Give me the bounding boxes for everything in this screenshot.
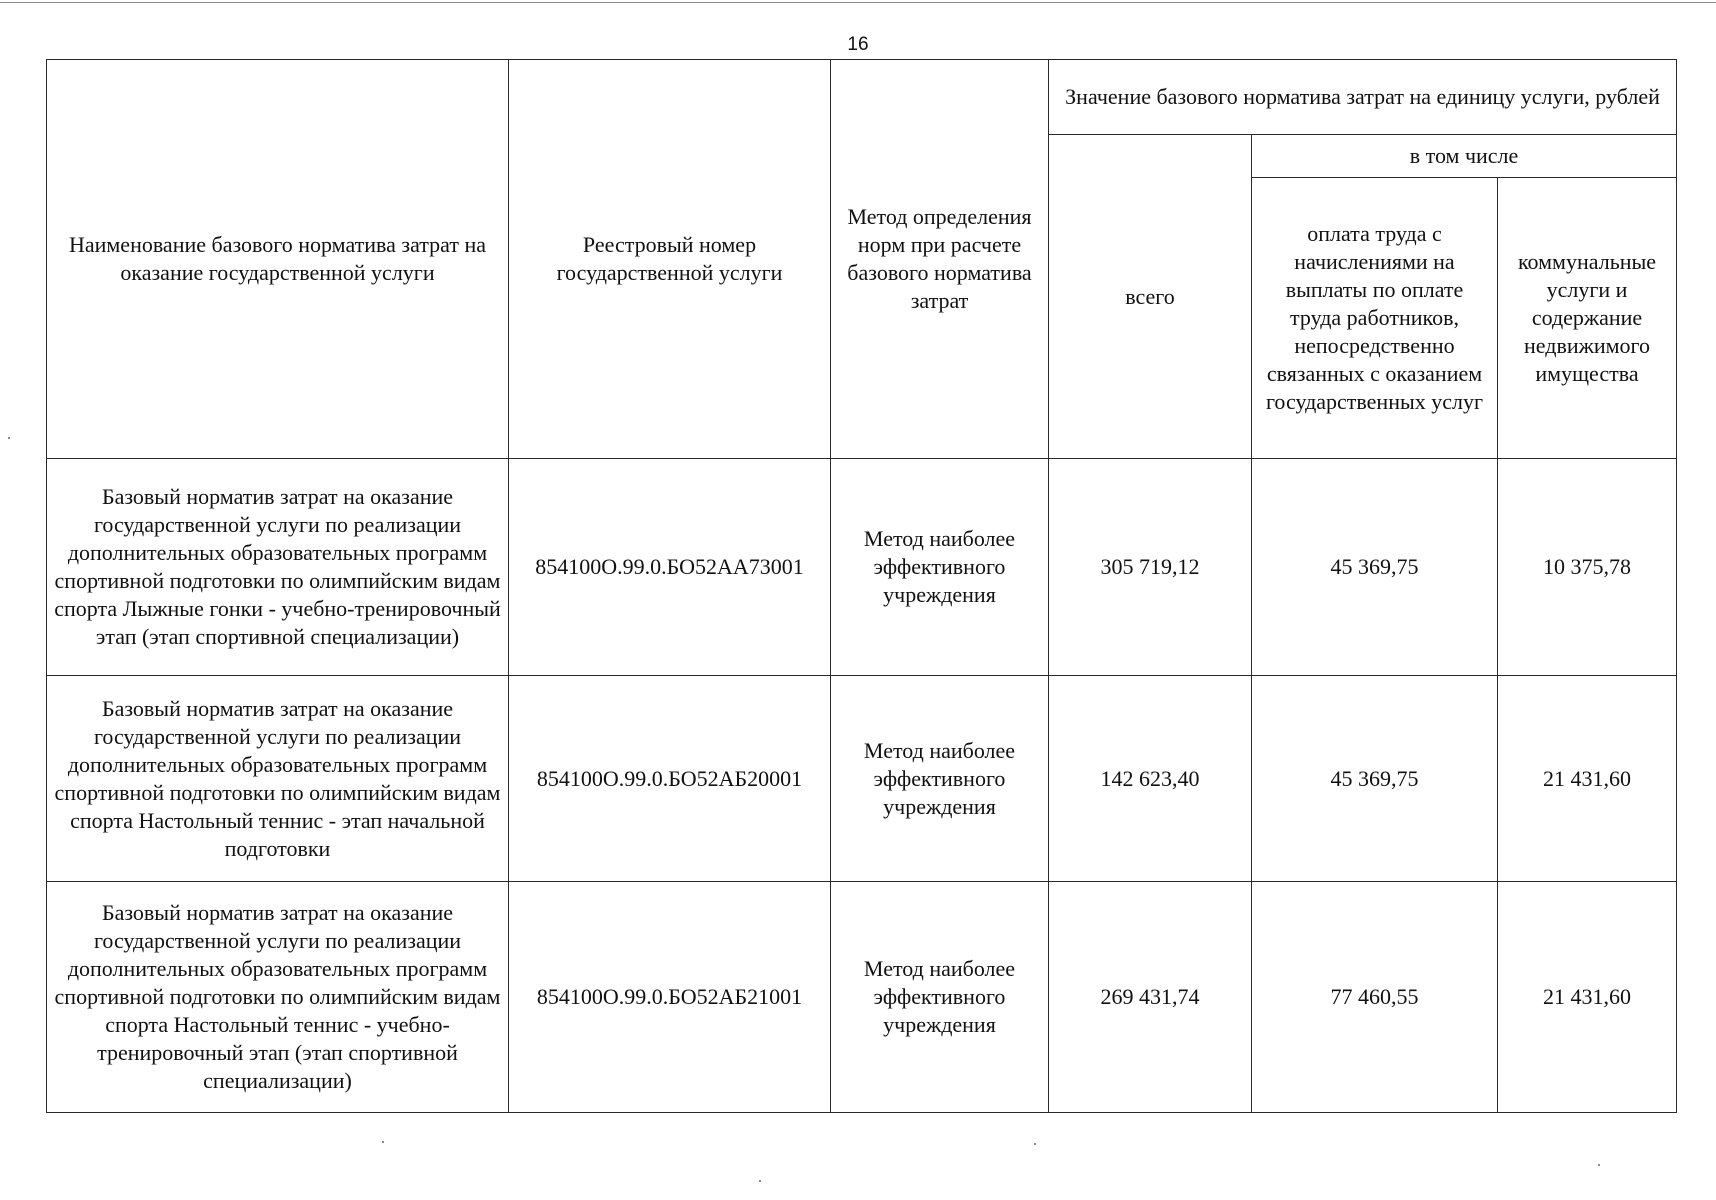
row-utilities-cell: 21 431,60 [1498,882,1677,1113]
scan-speck [8,437,10,439]
row-method-cell: Метод наиболее эффективного учреждения [831,459,1049,676]
row-name-cell: Базовый норматив затрат на оказание государственной услуги по реализации дополнительных образовательных программ спортивной подготовки по олимпийским видам спорта Лыжные гонки - учебно-тренировочный этап (этап спортивной специализации) [47,459,509,676]
header-including-group [1252,135,1677,178]
header-value-group [1049,60,1677,135]
row-registry-cell: 854100О.99.0.БО52АБ21001 [509,882,831,1113]
header-method-col [831,60,1049,459]
page-number: 16 [847,34,869,55]
header-labor-col [1252,178,1498,459]
row-name-cell: Базовый норматив затрат на оказание государственной услуги по реализации дополнительных образовательных программ спортивной подготовки по олимпийским видам спорта Настольный теннис - учебно-тренировочный этап (этап спортивной специализации) [47,882,509,1113]
row-name-cell: Базовый норматив затрат на оказание государственной услуги по реализации дополнительных образовательных программ спортивной подготовки по олимпийским видам спорта Настольный теннис - этап начальной подготовки [47,676,509,882]
table-row [47,882,1677,1113]
header-including-label: в том числе [1409,143,1519,168]
header-registry-col [509,60,831,459]
header-utilities-col [1498,178,1677,459]
row-labor-cell: 45 369,75 [1252,459,1498,676]
scan-speck [759,1180,761,1182]
table-row [47,459,1677,676]
row-total-cell: 269 431,74 [1049,882,1252,1113]
header-utilities-label: коммунальные услуги и содержание недвижимого имущества [1517,249,1657,386]
row-utilities-cell: 10 375,78 [1498,459,1677,676]
header-name-col [47,60,509,459]
row-total-cell: 305 719,12 [1049,459,1252,676]
table-row [47,676,1677,882]
cost-norm-table [46,59,1677,1113]
header-name-label: Наименование базового норматива затрат на оказание государственной услуги [68,232,487,285]
row-registry-cell: 854100О.99.0.БО52АБ20001 [509,676,831,882]
row-labor-cell: 77 460,55 [1252,882,1498,1113]
header-method-label: Метод определения норм при расчете базового норматива затрат [847,204,1032,313]
row-registry-cell: 854100О.99.0.БО52АА73001 [509,459,831,676]
top-rule [0,2,1716,3]
row-labor-cell: 45 369,75 [1252,676,1498,882]
header-total-label: всего [1125,283,1175,309]
row-total-cell: 142 623,40 [1049,676,1252,882]
header-value-group-label: Значение базового норматива затрат на единицу услуги, рублей [1065,84,1660,109]
row-method-cell: Метод наиболее эффективного учреждения [831,676,1049,882]
scan-speck [1598,1164,1600,1166]
scan-speck [382,1141,384,1143]
header-labor-label: оплата труда с начислениями на выплаты по оплате труда работников, непосредственно связанных с оказанием государственных услуг [1265,221,1484,414]
header-registry-label: Реестровый номер государственной услуги [556,232,783,285]
row-method-cell: Метод наиболее эффективного учреждения [831,882,1049,1113]
header-total-col [1049,135,1252,459]
scan-speck [1034,1143,1036,1145]
row-utilities-cell: 21 431,60 [1498,676,1677,882]
header-row-top [47,60,1677,135]
